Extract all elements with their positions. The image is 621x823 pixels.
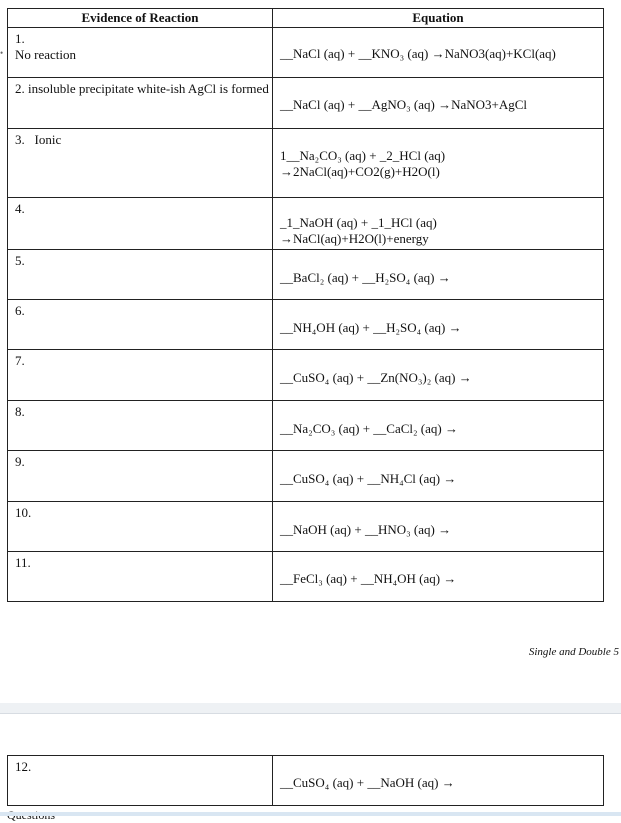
evidence-cell[interactable] [8, 300, 273, 350]
row-number: 6. [15, 303, 25, 318]
equation-cell[interactable] [273, 451, 604, 502]
table-row [8, 552, 604, 602]
row-number: 4. [15, 201, 25, 216]
margin-marker: • [0, 48, 4, 58]
equation-text: __NH₄OH (aq) + __H₂SO₄ (aq) → [280, 320, 462, 335]
equation-text: __BaCl₂ (aq) + __H₂SO₄ (aq) → [280, 270, 451, 285]
equation-cell[interactable] [273, 350, 604, 401]
page-break-line [0, 713, 621, 714]
evidence-cell[interactable] [8, 756, 273, 806]
viewer-bottom-bar [0, 812, 621, 816]
evidence-cell[interactable] [8, 28, 273, 78]
equation-text: __NaCl (aq) + __AgNO₃ (aq) →NaNO3+AgCl [280, 97, 528, 112]
evidence-cell[interactable] [8, 198, 273, 250]
table-row [8, 756, 604, 806]
equation-cell[interactable] [273, 78, 604, 129]
equation-cell[interactable] [273, 28, 604, 78]
row-number: 10. [15, 505, 32, 520]
evidence-text: Ionic [34, 132, 62, 147]
evidence-text: insoluble precipitate white-ish AgCl is formed [28, 81, 269, 96]
equation-cell[interactable] [273, 401, 604, 451]
table-row [8, 78, 604, 129]
equation-text: __Na₂CO₃ (aq) + __CaCl₂ (aq) → [280, 421, 458, 436]
equation-text: __CuSO₄ (aq) + __NaOH (aq) → [280, 775, 455, 790]
table-row [8, 28, 604, 78]
table-row [8, 350, 604, 401]
row-number: 11. [15, 555, 31, 570]
table-row [8, 129, 604, 198]
row-number: 3. [15, 132, 25, 147]
equation-text: _1_NaOH (aq) + _1_HCl (aq) [280, 215, 437, 230]
table-row [8, 198, 604, 250]
evidence-text: No reaction [15, 47, 77, 62]
page-break [0, 703, 621, 713]
equation-text: 1__Na₂CO₃ (aq) + _2_HCl (aq) [280, 148, 446, 163]
equation-cell[interactable] [273, 552, 604, 602]
reaction-table-continued [7, 755, 604, 806]
equation-cell[interactable] [273, 129, 604, 198]
equation-cell[interactable] [273, 250, 604, 300]
equation-products: →2NaCl(aq)+CO2(g)+H2O(l) [280, 164, 440, 179]
evidence-cell[interactable] [8, 502, 273, 552]
equation-cell[interactable] [273, 198, 604, 250]
evidence-cell[interactable] [8, 129, 273, 198]
row-number: 12. [15, 759, 32, 774]
equation-cell[interactable] [273, 756, 604, 806]
table-row [8, 250, 604, 300]
evidence-cell[interactable] [8, 78, 273, 129]
table-row [8, 401, 604, 451]
row-number: 9. [15, 454, 25, 469]
table-header-row [8, 9, 604, 28]
row-number: 5. [15, 253, 25, 268]
evidence-cell[interactable] [8, 401, 273, 451]
table-row [8, 451, 604, 502]
row-number: 2. [15, 81, 25, 96]
equation-text: __CuSO₄ (aq) + __Zn(NO₃)₂ (aq) → [280, 370, 472, 385]
reaction-table [7, 8, 604, 602]
row-number: 1. [15, 31, 25, 46]
equation-cell[interactable] [273, 502, 604, 552]
row-number: 7. [15, 353, 25, 368]
evidence-cell[interactable] [8, 451, 273, 502]
evidence-cell[interactable] [8, 552, 273, 602]
equation-products: →NaCl(aq)+H2O(l)+energy [280, 231, 429, 246]
equation-text: __CuSO₄ (aq) + __NH₄Cl (aq) → [280, 471, 457, 486]
evidence-cell[interactable] [8, 350, 273, 401]
table-row [8, 300, 604, 350]
table-row [8, 502, 604, 552]
equation-text: __FeCl₃ (aq) + __NH₄OH (aq) → [280, 571, 457, 586]
header-evidence: Evidence of Reaction [8, 9, 273, 28]
evidence-cell[interactable] [8, 250, 273, 300]
row-number: 8. [15, 404, 25, 419]
equation-text: __NaOH (aq) + __HNO₃ (aq) → [280, 522, 452, 537]
equation-cell[interactable] [273, 300, 604, 350]
header-equation: Equation [273, 9, 604, 28]
page-footer: Single and Double 5 [528, 646, 619, 658]
equation-text: __NaCl (aq) + __KNO₃ (aq) →NaNO3(aq)+KCl(aq) [280, 46, 556, 61]
